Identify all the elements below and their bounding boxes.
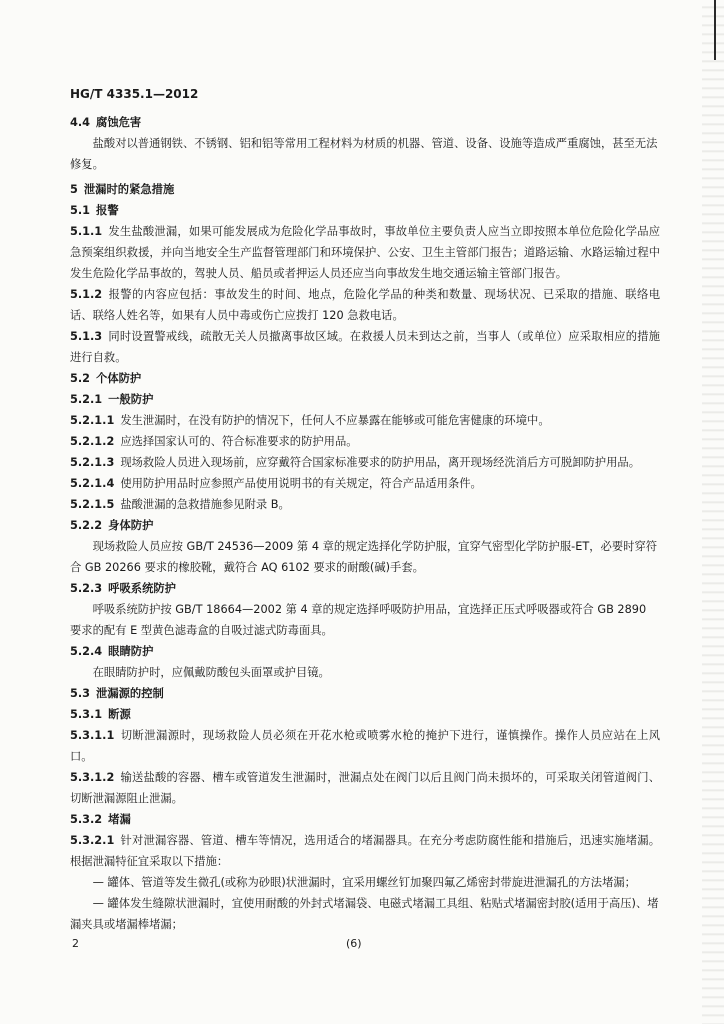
clause-text: 应选择国家认可的、符合标准要求的防护用品。 [120, 435, 358, 448]
body-paragraph: 在眼睛防护时，应佩戴防酸包头面罩或护目镜。 [92, 666, 330, 679]
clause-paragraph [70, 830, 660, 872]
section-number: 5.3.2 [70, 813, 103, 826]
clause-paragraph [70, 494, 660, 515]
section-heading [70, 704, 660, 725]
document-code: HG/T 4335.1—2012 [70, 87, 199, 101]
section-number: 5.3 [70, 687, 91, 700]
clause-text: 使用防护用品时应参照产品使用说明书的有关规定，符合产品适用条件。 [120, 477, 482, 490]
clause-paragraph [70, 725, 660, 767]
section-number: 5.2.1 [70, 393, 103, 406]
clause-paragraph [70, 473, 660, 494]
section-heading [70, 641, 660, 662]
section-title: 身体防护 [108, 519, 154, 532]
clause-text: 同时设置警戒线，疏散无关人员撤离事故区域。在救援人员未到达之前，当事人（或单位）应采取相应的措施进行自救。 [70, 330, 660, 364]
section-title: 断源 [108, 708, 131, 721]
clause-paragraph [70, 767, 660, 809]
section-title: 泄漏源的控制 [96, 687, 164, 700]
clause-text: 发生泄漏时，在没有防护的情况下，任何人不应暴露在能够或可能危害健康的环境中。 [120, 414, 550, 427]
scan-edge-line [714, 0, 716, 60]
section-title: 腐蚀危害 [96, 116, 142, 129]
section-heading [70, 809, 660, 830]
section-number: 5.2.4 [70, 645, 103, 658]
section-number: 4.4 [70, 116, 91, 129]
section-heading [70, 389, 660, 410]
body-paragraph: 盐酸对以普通钢铁、不锈钢、铝和铝等常用工程材料为材质的机器、管道、设备、设施等造成严重腐蚀，甚至无法修复。 [70, 137, 658, 171]
clause-number: 5.2.1.4 [70, 477, 115, 490]
body-paragraph: — 罐体、管道等发生微孔(或称为砂眼)状泄漏时，宜采用螺丝钉加聚四氟乙烯密封带旋进泄漏孔的方法堵漏； [92, 876, 636, 889]
section-title: 呼吸系统防护 [108, 582, 176, 595]
section-number: 5.2 [70, 372, 91, 385]
clause-number: 5.3.1.2 [70, 771, 115, 784]
clause-paragraph [70, 431, 660, 452]
clause-paragraph [70, 221, 660, 284]
clause-number: 5.1.2 [70, 288, 103, 301]
section-number: 5.2.3 [70, 582, 103, 595]
clause-number: 5.2.1.1 [70, 414, 115, 427]
body-paragraph: 现场救险人员应按 GB/T 24536—2009 第 4 章的规定选择化学防护服，宜穿气密型化学防护服-ET，必要时穿符合 GB 20266 要求的橡胶靴，戴符合 AQ 6102 要求的耐酸(碱)手套。 [70, 540, 658, 574]
section-title: 报警 [96, 204, 119, 217]
section-number: 5.3.1 [70, 708, 103, 721]
body-paragraph: 呼吸系统防护按 GB/T 18664—2002 第 4 章的规定选择呼吸防护用品，宜选择正压式呼吸器或符合 GB 2890 要求的配有 E 型黄色滤毒盒的自吸过滤式防毒面具。 [70, 603, 647, 637]
clause-text: 针对泄漏容器、管道、槽车等情况，选用适合的堵漏器具。在充分考虑防腐性能和措施后，迅速实施堵漏。根据泄漏特征宜采取以下措施： [70, 834, 660, 868]
section-heading [70, 683, 660, 704]
section-title: 个体防护 [96, 372, 142, 385]
clause-number: 5.2.1.2 [70, 435, 115, 448]
section-heading [70, 179, 660, 200]
section-number: 5 [70, 183, 78, 196]
clause-number: 5.1.3 [70, 330, 103, 343]
section-number: 5.2.2 [70, 519, 103, 532]
clause-text: 发生盐酸泄漏，如果可能发展成为危险化学品事故时，事故单位主要负责人应当立即按照本单位危险化学品应急预案组织救援，并向当地安全生产监督管理部门和环境保护、公安、卫生主管部门报告；道路运输、水路运输过程中发生危险化学品事故的，驾驶人员、船员或者押运人员还应当向事故发生地交通运输主管部门报告。 [70, 225, 660, 280]
section-heading [70, 112, 660, 133]
clause-number: 5.3.1.1 [70, 729, 115, 742]
page-number: 2 [72, 937, 79, 950]
section-heading [70, 578, 660, 599]
page-mark: (6) [346, 937, 362, 950]
clause-text: 盐酸泄漏的急救措施参见附录 B。 [120, 498, 290, 511]
section-heading [70, 368, 660, 389]
clause-text: 报警的内容应包括：事故发生的时间、地点，危险化学品的种类和数量、现场状况、已采取的措施、联络电话、联络人姓名等，如果有人员中毒或伤亡应拨打 120 急救电话。 [70, 288, 660, 322]
clause-paragraph [70, 410, 660, 431]
clause-text: 切断泄漏源时，现场救险人员必须在开花水枪或喷雾水枪的掩护下进行，谨慎操作。操作人员应站在上风口。 [70, 729, 660, 763]
body-paragraph: — 罐体发生缝隙状泄漏时，宜使用耐酸的外封式堵漏袋、电磁式堵漏工具组、粘贴式堵漏密封胶(适用于高压)、堵漏夹具或堵漏棒堵漏； [70, 897, 659, 931]
clause-number: 5.1.1 [70, 225, 103, 238]
section-title: 堵漏 [108, 813, 131, 826]
section-heading [70, 515, 660, 536]
clause-text: 现场救险人员进入现场前，应穿戴符合国家标准要求的防护用品，离开现场经洗消后方可脱卸防护用品。 [120, 456, 640, 469]
clause-paragraph [70, 284, 660, 326]
clause-text: 输送盐酸的容器、槽车或管道发生泄漏时，泄漏点处在阀门以后且阀门尚未损坏的，可采取关闭管道阀门、切断泄漏源阻止泄漏。 [70, 771, 660, 805]
section-heading [70, 200, 660, 221]
clause-number: 5.3.2.1 [70, 834, 115, 847]
scan-edge [702, 0, 724, 1024]
clause-number: 5.2.1.3 [70, 456, 115, 469]
document-body [70, 112, 660, 935]
section-title: 眼睛防护 [108, 645, 154, 658]
section-title: 一般防护 [108, 393, 154, 406]
section-title: 泄漏时的紧急措施 [83, 183, 175, 196]
clause-paragraph [70, 452, 660, 473]
section-number: 5.1 [70, 204, 91, 217]
clause-paragraph [70, 326, 660, 368]
clause-number: 5.2.1.5 [70, 498, 115, 511]
